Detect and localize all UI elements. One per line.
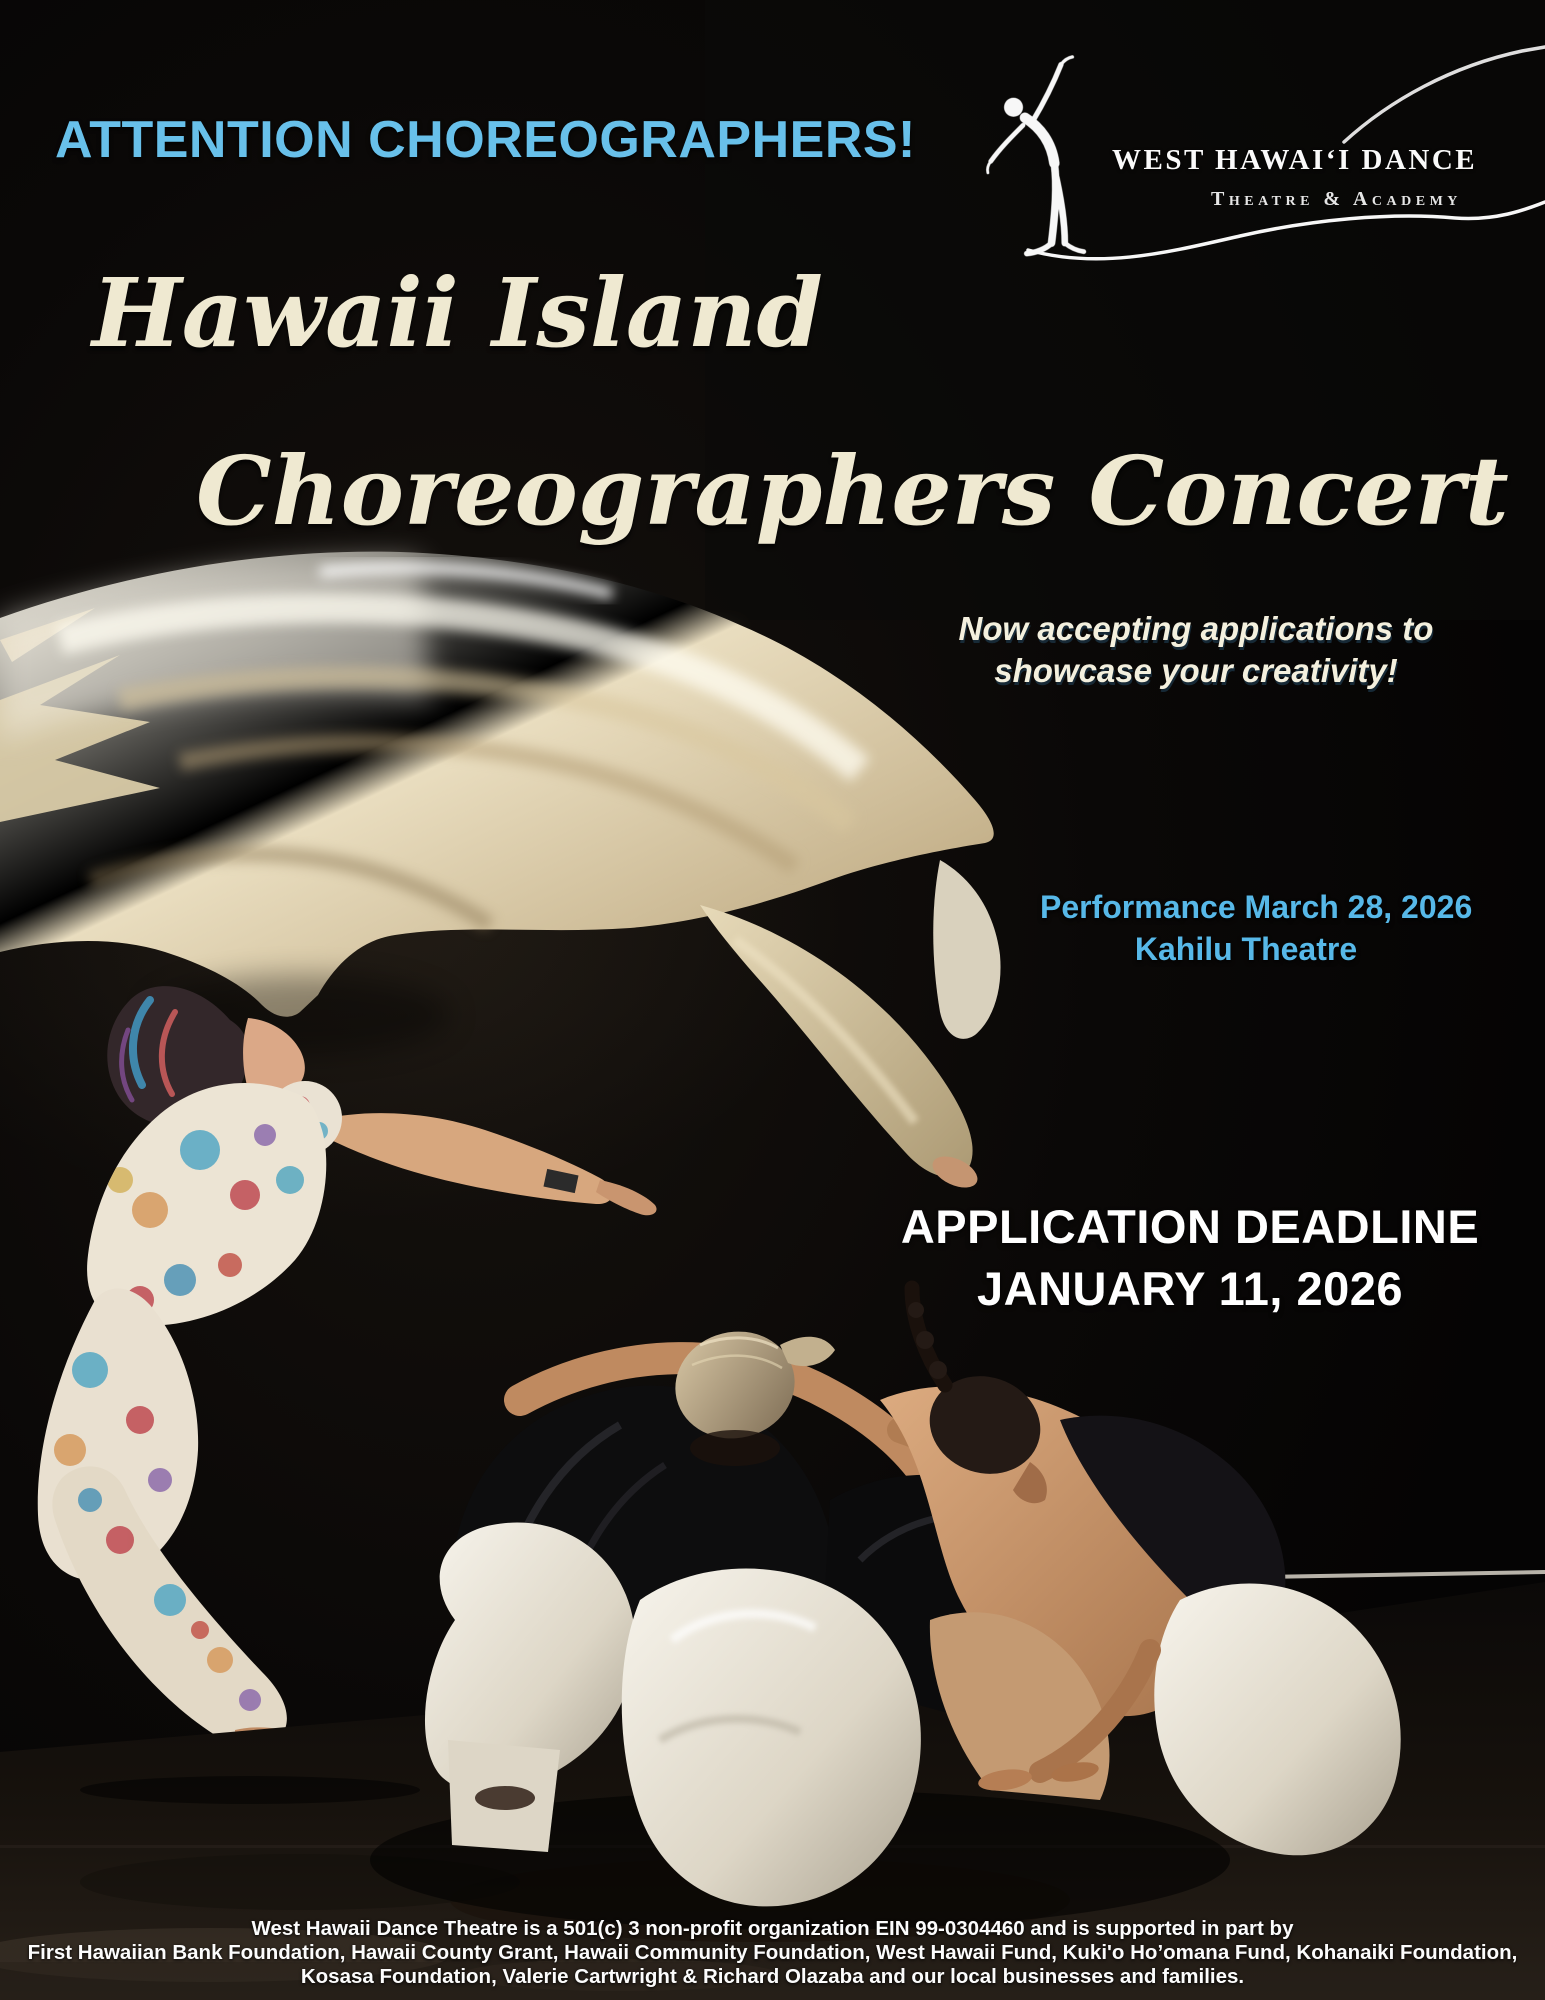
performance-line2: Kahilu Theatre — [1134, 931, 1358, 967]
footer-credits — [0, 1917, 1545, 1989]
performance-line1: Performance March 28, 2026 — [1040, 889, 1473, 925]
logo-org-name: WEST HAWAI‘I DANCE — [1112, 144, 1478, 176]
subtitle-line1: Now accepting applications to — [958, 610, 1434, 647]
footer-line1: West Hawaii Dance Theatre is a 501(c) 3 non-profit organization EIN 99-0304460 and is supported in part by — [251, 1917, 1294, 1940]
deadline-line2: JANUARY 11, 2026 — [976, 1262, 1404, 1315]
title-line2: Choreographers Concert — [196, 436, 1509, 547]
logo-org-subtitle: Theatre & Academy — [1211, 188, 1462, 210]
deadline-line1: APPLICATION DEADLINE — [900, 1200, 1480, 1253]
performance-block — [1040, 886, 1473, 970]
subtitle-line2: showcase your creativity! — [994, 652, 1398, 689]
title-line1: Hawaii Island — [92, 258, 823, 369]
subtitle-block — [940, 608, 1452, 692]
footer-line3: Kosasa Foundation, Valerie Cartwright & Richard Olazaba and our local businesses and families. — [300, 1965, 1245, 1988]
attention-banner: ATTENTION CHOREOGRAPHERS! — [55, 111, 916, 169]
deadline-block — [880, 1196, 1500, 1320]
footer-line2: First Hawaiian Bank Foundation, Hawaii County Grant, Hawaii Community Foundation, West Hawaii Fund, Kuki'o Ho’omana Fund, Kohanaiki Foundation, — [27, 1941, 1518, 1964]
